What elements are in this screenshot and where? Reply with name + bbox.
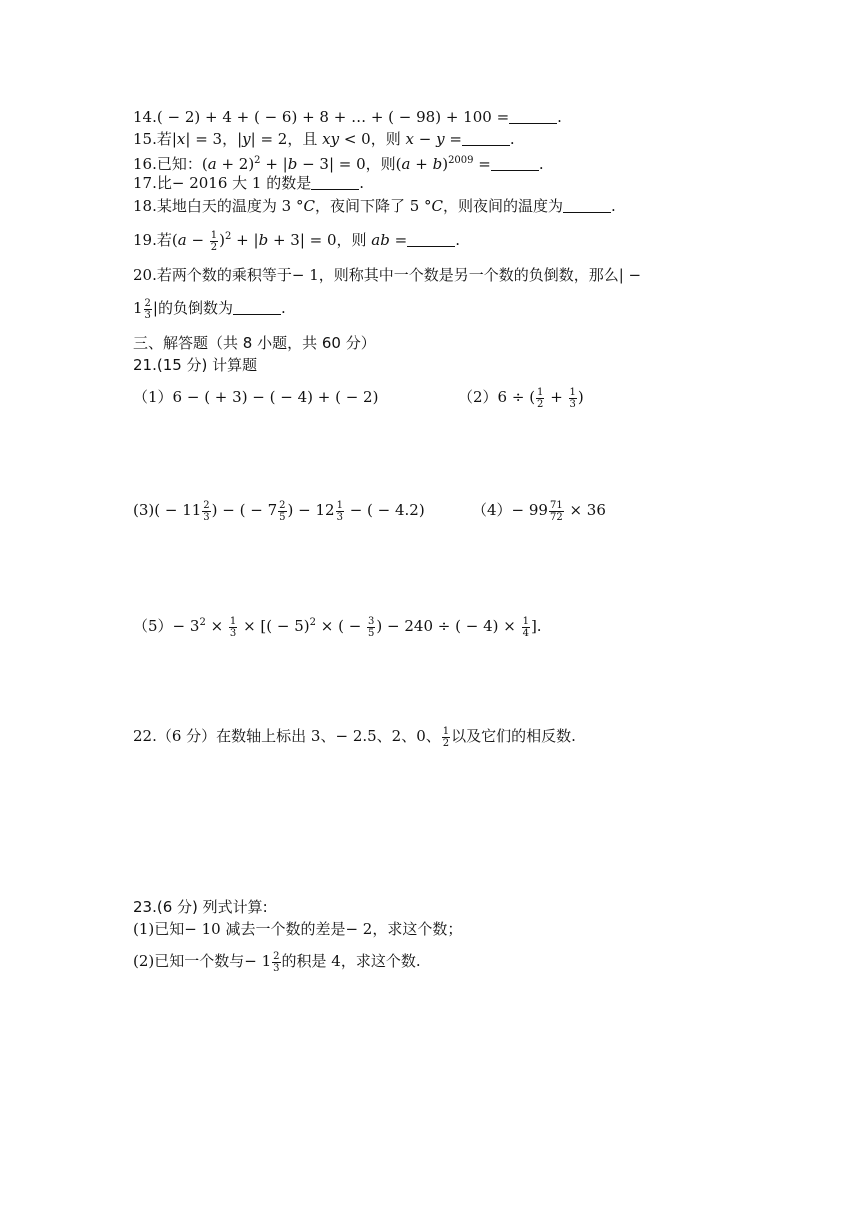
question-18: 18.某地白天的温度为 3 °C，夜间下降了 5 °C，则夜间的温度为 . xyxy=(133,197,616,215)
question-20-line-1: 20.若两个数的乘积等于− 1，则称其中一个数是另一个数的负倒数，那么| − xyxy=(133,266,642,284)
question-14: 14.( − 2) + 4 + ( − 6) + 8 + … + ( − 98) + 100 = . xyxy=(133,108,562,126)
question-21-part-5: $(5)- 3^2$ × $\frac{1}{3}$ × [( − 5)$^2$ × ( − $\frac{3}{5}$ ) − 240 ÷ ( − 4) × $\frac{1}{4}$ ]. xyxy=(133,615,542,639)
answer-blank[interactable] xyxy=(462,130,510,146)
fraction: $\frac{1}{2}$ xyxy=(210,229,218,253)
question-15: 15.若|x| = 3，|y| = 2，且 xy < 0，则 x − y = . xyxy=(133,130,515,148)
question-23-title: 23.(6 分) 列式计算: xyxy=(133,898,268,916)
section-heading: 三、解答题（共 8 小题，共 60 分） xyxy=(133,334,376,352)
question-20-line-2: 1 $\frac{2}{3}$ |的负倒数为 . xyxy=(133,297,286,321)
answer-blank[interactable] xyxy=(407,231,455,247)
question-22: 22.（6 分）在数轴上标出 3、− 2.5、2、0、 $\frac{1}{2}$ 以及它们的相反数. xyxy=(133,725,576,749)
fraction: $\frac{2}{3}$ xyxy=(144,297,151,321)
answer-blank[interactable] xyxy=(509,108,557,124)
answer-blank[interactable] xyxy=(233,299,281,315)
question-23-part-1: (1)已知− 10 减去一个数的差是− 2，求这个数； xyxy=(133,920,463,938)
question-21-part-3: (3)( − 11 $\frac{2}{3}$ ) − ( − 7 $\frac{2}{5}$ ) − 12 $\frac{1}{3}$ − ( − 4.2) xyxy=(133,499,425,523)
question-23-part-2: (2)已知一个数与− 1 $\frac{2}{3}$ 的积是 4，求这个数. xyxy=(133,950,421,974)
answer-blank[interactable] xyxy=(311,174,359,190)
question-21-part-1: （1）6 − ( + 3) − ( − 4) + ( − 2) xyxy=(133,388,379,406)
question-17: 17.比− 2016 大 1 的数是 . xyxy=(133,174,364,192)
question-21-part-4: （4）− 99 $\frac{71}{72}$ × 36 xyxy=(472,499,606,523)
answer-blank[interactable] xyxy=(563,197,611,213)
question-16: 16.已知：$(a + 2)^2 + |b - 3| = 0$，则$(a + b)^{2009}$ = . xyxy=(133,155,544,173)
question-21-part-2: （2）6 ÷ ( $\frac{1}{2}$ + $\frac{1}{3}$ ) xyxy=(458,386,584,410)
question-21-title: 21.(15 分) 计算题 xyxy=(133,356,258,374)
answer-blank[interactable] xyxy=(491,155,539,171)
question-19: 19.若(a − $\frac{1}{2}$ )$^2$ + |b + 3| = 0，则 ab = . xyxy=(133,229,460,253)
